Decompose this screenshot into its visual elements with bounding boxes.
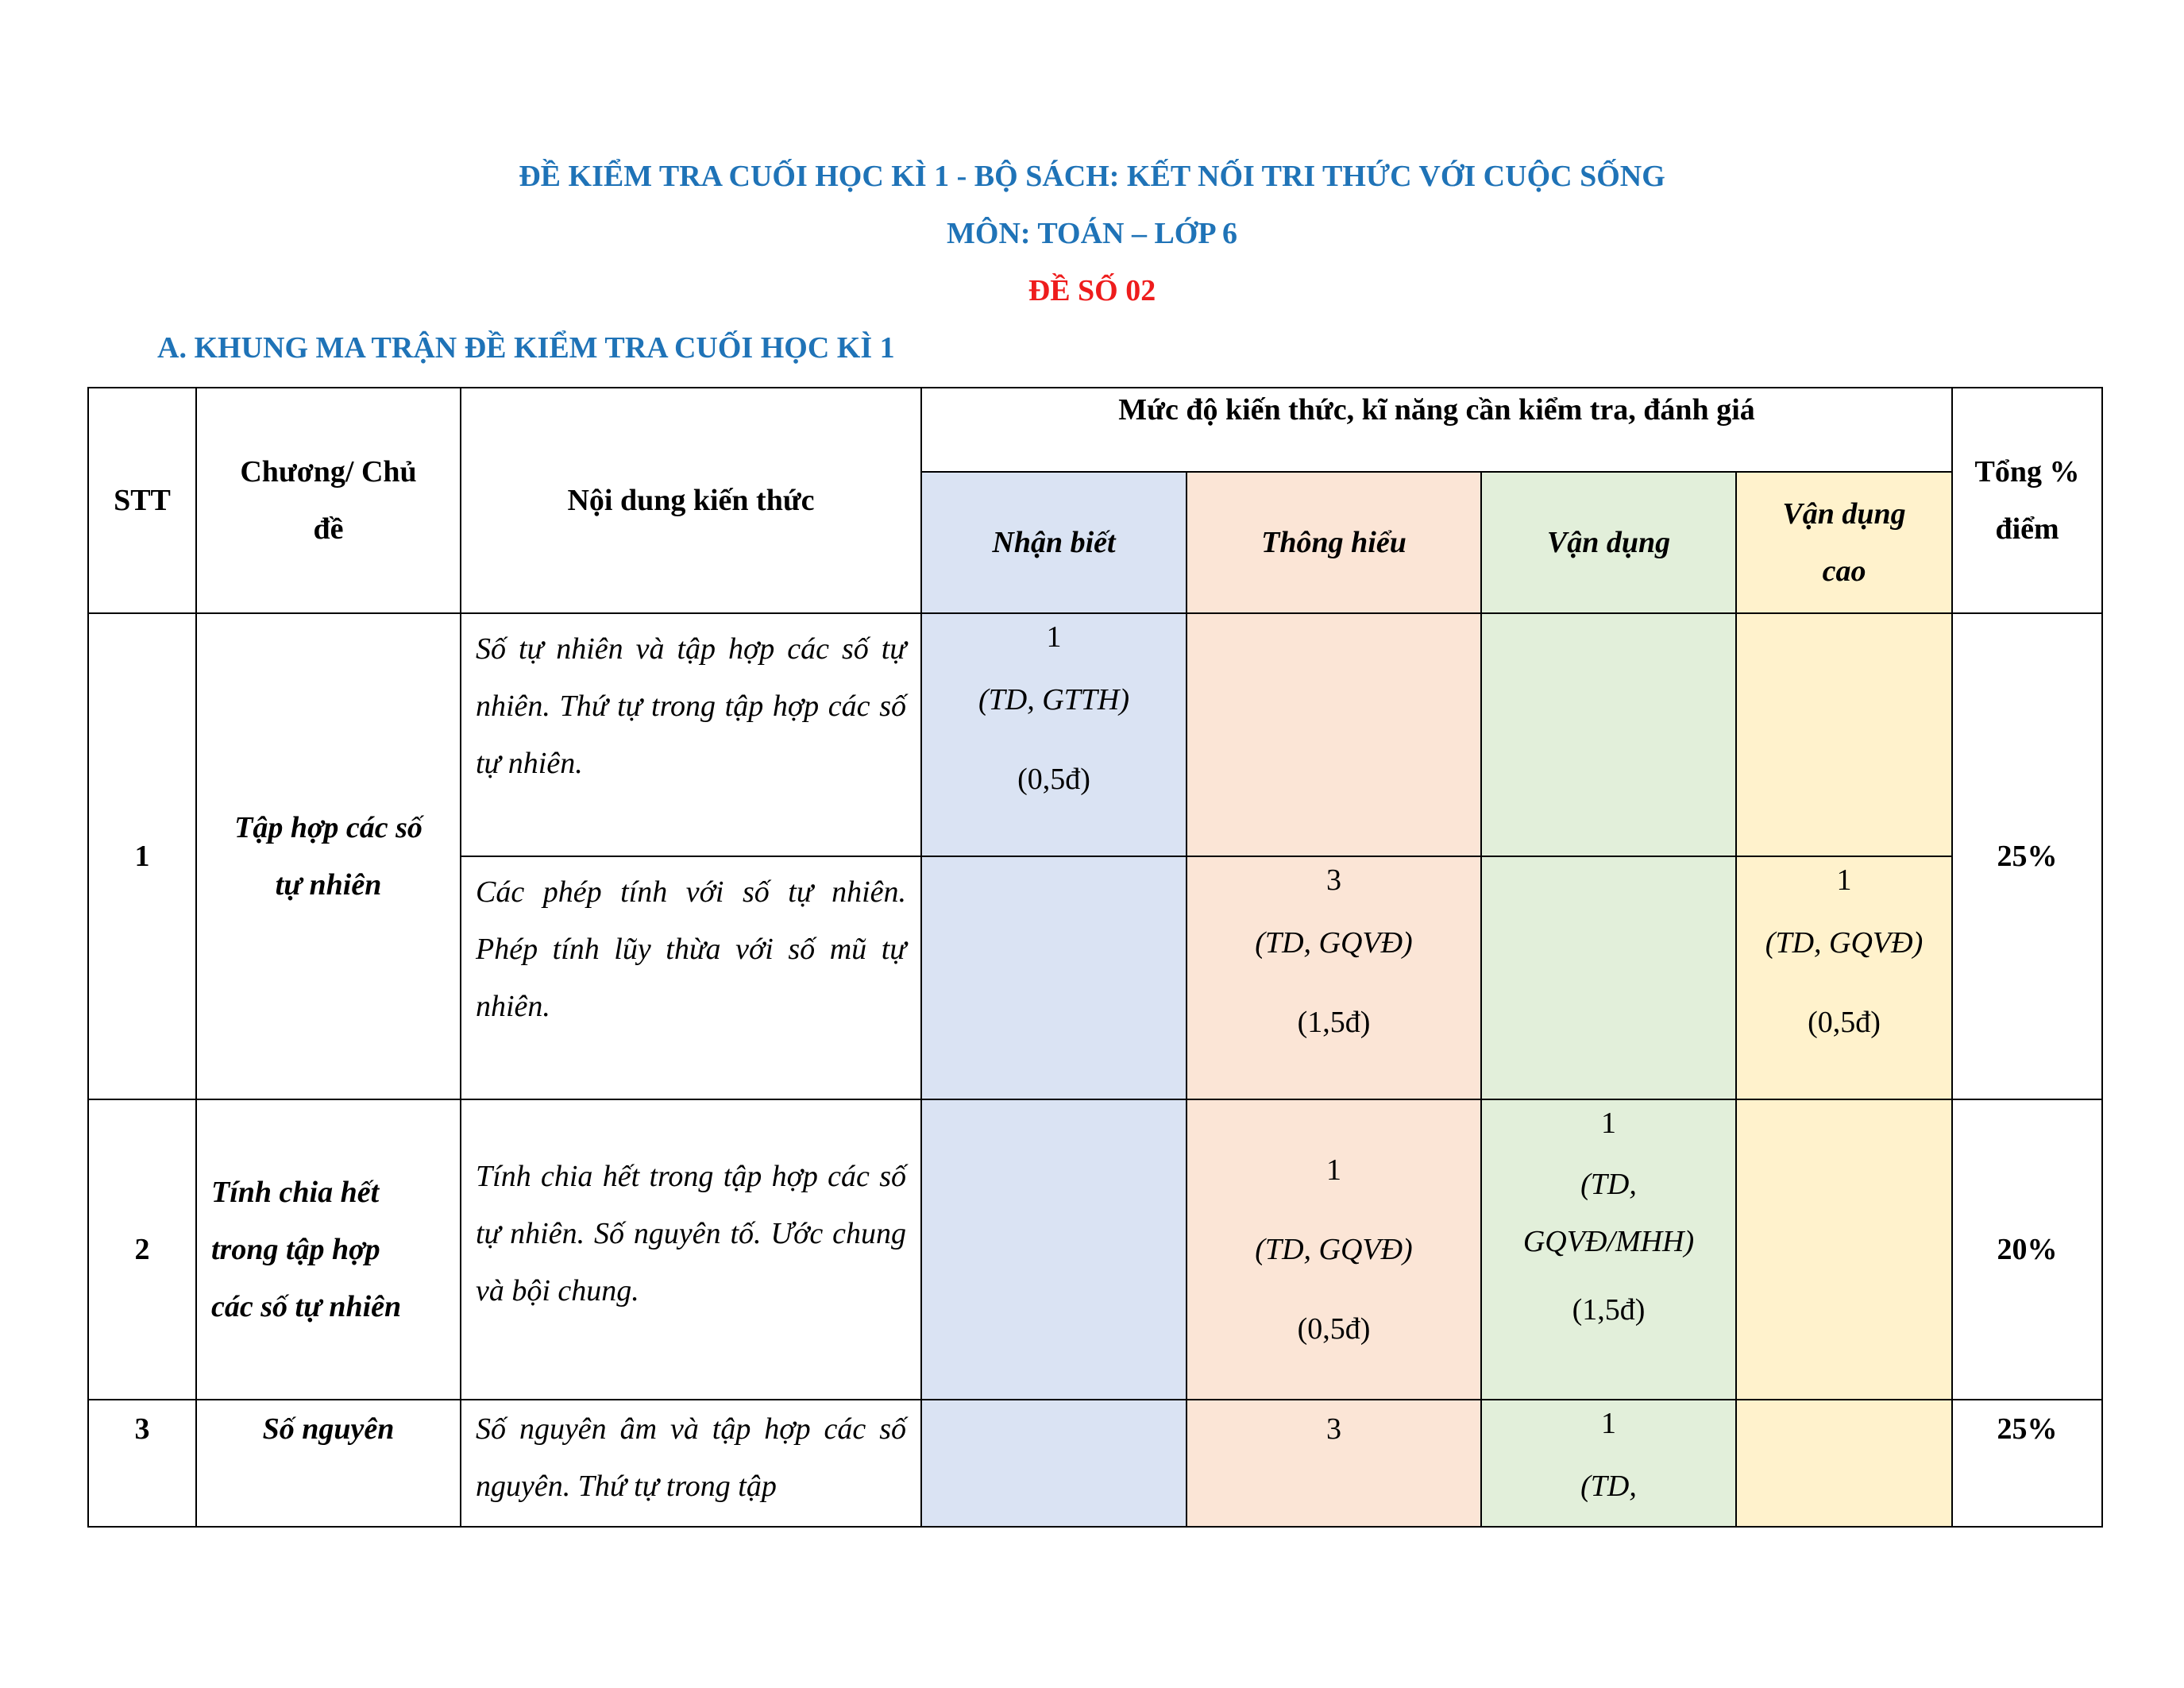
row-2	[88, 1099, 2102, 1400]
row1b-content: Các phép tính với số tự nhiên. Phép tính lũy thừa với số mũ tự nhiên.	[461, 856, 921, 1099]
row1-total: 25%	[1952, 613, 2102, 1099]
row1b-van-dung-cao	[1736, 856, 1952, 1099]
row3-thong-hieu: 3	[1187, 1400, 1481, 1527]
matrix-table	[87, 387, 2103, 1528]
row3-vd-count: 1	[1601, 1407, 1616, 1440]
row-3	[88, 1400, 2102, 1527]
row3-chapter: Số nguyên	[196, 1400, 461, 1527]
row2-thong-hieu	[1187, 1099, 1481, 1400]
row2-van-dung	[1481, 1099, 1736, 1400]
row3-stt: 3	[88, 1400, 196, 1527]
row2-total: 20%	[1952, 1099, 2102, 1400]
row1a-nb-skill: (TD, GTTH)	[978, 683, 1130, 717]
header-chapter	[196, 388, 461, 613]
header-levels: Mức độ kiến thức, kĩ năng cần kiểm tra, đánh giá	[921, 388, 1952, 472]
row2-vd-count: 1	[1601, 1107, 1616, 1140]
row1-chapter-line-2: tự nhiên	[275, 868, 382, 902]
row2-vd-skill-1: (TD,	[1580, 1168, 1637, 1201]
row2-van-dung-cao	[1736, 1099, 1952, 1400]
row2-vd-point: (1,5đ)	[1572, 1293, 1646, 1327]
row1a-van-dung-cao	[1736, 613, 1952, 856]
row2-th-count: 1	[1326, 1153, 1341, 1187]
row1b-vdc-skill: (TD, GQVĐ)	[1765, 926, 1924, 960]
row1b-th-count: 3	[1326, 863, 1341, 897]
row2-stt: 2	[88, 1099, 196, 1400]
header-van-dung: Vận dụng	[1481, 472, 1736, 613]
header-stt: STT	[88, 388, 196, 613]
row2-th-skill: (TD, GQVĐ)	[1255, 1233, 1413, 1266]
header-van-dung-cao-line-1: Vận dụng	[1782, 497, 1906, 531]
header-chapter-line-2: đề	[313, 512, 344, 546]
header-thong-hieu: Thông hiểu	[1187, 472, 1481, 613]
row1b-nhan-biet	[921, 856, 1187, 1099]
row1b-vdc-count: 1	[1836, 863, 1852, 897]
row2-chapter-line-3: các số tự nhiên	[211, 1290, 402, 1323]
row1b-vdc-point: (0,5đ)	[1808, 1006, 1881, 1039]
row1a-nhan-biet	[921, 613, 1187, 856]
row1b-van-dung	[1481, 856, 1736, 1099]
row1a-nb-count: 1	[1046, 620, 1062, 654]
document-title: ĐỀ KIỂM TRA CUỐI HỌC KÌ 1 - BỘ SÁCH: KẾT NỐI TRI THỨC VỚI CUỘC SỐNG	[519, 160, 1665, 193]
row2-chapter-line-1: Tính chia hết	[211, 1176, 380, 1209]
row3-total: 25%	[1952, 1400, 2102, 1527]
row1-chapter-line-1: Tập hợp các số	[234, 811, 423, 844]
header-total-line-1: Tổng %	[1974, 455, 2080, 489]
exam-number: ĐỀ SỐ 02	[1028, 274, 1156, 307]
header-chapter-line-1: Chương/ Chủ	[240, 455, 417, 489]
header-total	[1952, 388, 2102, 613]
row1b-th-point: (1,5đ)	[1297, 1006, 1371, 1039]
row1a-nb-point: (0,5đ)	[1017, 763, 1090, 796]
row1-stt: 1	[88, 613, 196, 1099]
row1-chapter	[196, 613, 461, 1099]
header-van-dung-cao	[1736, 472, 1952, 613]
row2-chapter	[196, 1099, 461, 1400]
row2-chapter-line-2: trong tập hợp	[211, 1233, 380, 1266]
row3-van-dung-cao	[1736, 1400, 1952, 1527]
subject-line: MÔN: TOÁN – LỚP 6	[947, 217, 1237, 250]
row1a-van-dung	[1481, 613, 1736, 856]
row2-nhan-biet	[921, 1099, 1187, 1400]
header-row-1	[88, 388, 2102, 472]
row1a-content: Số tự nhiên và tập hợp các số tự nhiên. Thứ tự trong tập hợp các số tự nhiên.	[461, 613, 921, 856]
row3-van-dung	[1481, 1400, 1736, 1527]
header-van-dung-cao-line-2: cao	[1822, 554, 1866, 588]
row1b-thong-hieu	[1187, 856, 1481, 1099]
header-content: Nội dung kiến thức	[461, 388, 921, 613]
row2-vd-skill-2: GQVĐ/MHH)	[1522, 1225, 1695, 1258]
row-1a	[88, 613, 2102, 856]
row2-content: Tính chia hết trong tập hợp các số tự nhiên. Số nguyên tố. Ước chung và bội chung.	[461, 1099, 921, 1400]
header-nhan-biet: Nhận biết	[921, 472, 1187, 613]
row2-th-point: (0,5đ)	[1297, 1312, 1371, 1346]
row3-content: Số nguyên âm và tập hợp các số nguyên. Thứ tự trong tập	[461, 1400, 921, 1527]
row3-nhan-biet	[921, 1400, 1187, 1527]
row1b-th-skill: (TD, GQVĐ)	[1255, 926, 1413, 960]
row3-vd-skill: (TD,	[1580, 1470, 1637, 1503]
section-a-heading: A. KHUNG MA TRẬN ĐỀ KIỂM TRA CUỐI HỌC KÌ 1	[157, 331, 895, 365]
row1a-thong-hieu	[1187, 613, 1481, 856]
header-total-line-2: điểm	[1995, 512, 2059, 546]
